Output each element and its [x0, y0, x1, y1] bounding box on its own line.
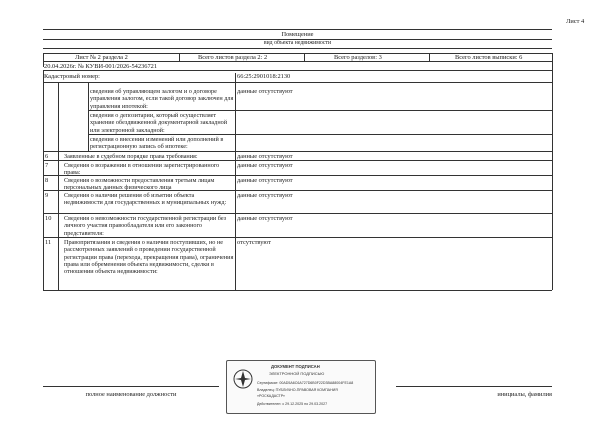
- row-text-11: Правопритязания и сведения о наличии поступивших, но не рассмотренных заявлений о проведении государственной регистрации права (перехода, прекращения права), ограничения права или обременения объекта недвижимости, сделки в отношении объекта недвижимости:: [64, 239, 234, 276]
- position-label: полное наименование должности: [85, 391, 177, 398]
- stamp-certificate: Сертификат: 00AD5A6C6A727D6B0F22D3BA88004FE1A8: [257, 381, 354, 385]
- sub-row-text-1: сведения об управляющем залогом и о договоре управления залогом, если такой договор заключен для управления ипотекой:: [90, 88, 234, 110]
- row-text-7: Сведения о возражении в отношении зарегистрированного права:: [64, 162, 220, 177]
- stamp-owner: Владелец: ПУБЛИЧНО-ПРАВОВАЯ КОМПАНИЯ: [257, 388, 338, 392]
- object-type-title: Помещение: [281, 31, 314, 38]
- row-value-9: данные отсутствуют: [237, 192, 293, 199]
- sub-row-value-1: данные отсутствуют: [237, 88, 293, 95]
- row-value-6: данные отсутствуют: [237, 153, 293, 160]
- stamp-owner-name: «РОСКАДАСТР»: [257, 394, 285, 398]
- row-num-11: 11: [45, 239, 52, 246]
- electronic-signature-stamp: [226, 360, 376, 414]
- name-label: инициалы, фамилия: [497, 391, 552, 398]
- row-num-6: 6: [45, 153, 49, 160]
- rosreestr-emblem-icon: [233, 369, 253, 389]
- row-num-7: 7: [45, 162, 49, 169]
- stamp-title: ДОКУМЕНТ ПОДПИСАН: [271, 364, 320, 369]
- row-value-8: данные отсутствуют: [237, 177, 293, 184]
- row-num-8: 8: [45, 177, 49, 184]
- row-text-6: Заявленные в судебном порядке права требования:: [64, 153, 198, 160]
- row-num-10: 10: [45, 215, 52, 222]
- row-num-9: 9: [45, 192, 49, 199]
- date-number: 20.04.2026г. № КУВИ-001/2026-54236721: [44, 63, 158, 70]
- row-value-10: данные отсутствуют: [237, 215, 293, 222]
- stamp-subtitle: ЭЛЕКТРОННОЙ ПОДПИСЬЮ: [269, 371, 325, 376]
- stamp-validity: Действителен: с 29.12.2025 по 29.03.2027: [257, 402, 328, 406]
- object-type-subtitle: вид объекта недвижимости: [263, 40, 332, 46]
- cadastral-label: Кадастровый номер:: [44, 73, 100, 80]
- row-text-9: Сведения о наличии решения об изъятии объекта недвижимости для государственных и муниципальных нужд:: [64, 192, 227, 207]
- sheet-label: Лист 4: [566, 18, 585, 25]
- sheets-in-section: Всего листов раздела 2: 2: [198, 54, 268, 61]
- sections-total: Всего разделов: 3: [334, 54, 382, 61]
- cadastral-number: 66:25:2901018:2130: [237, 73, 291, 80]
- row-value-7: данные отсутствуют: [237, 162, 293, 169]
- sheets-in-extract: Всего листов выписки: 6: [455, 54, 523, 61]
- sheet-section: Лист № 2 раздела 2: [75, 54, 128, 61]
- row-value-11: отсутствуют: [237, 239, 271, 246]
- sub-row-text-2: сведения о депозитарии, который осуществляет хранение обездвиженной документарной закладной или электронной закладной:: [90, 112, 228, 134]
- sub-row-text-3: сведения о внесении изменений или дополнений в регистрационную запись об ипотеке:: [90, 136, 224, 151]
- row-text-8: Сведения о возможности предоставления третьим лицам персональных данных физического лица: [64, 177, 215, 192]
- row-text-10: Сведения о невозможности государственной регистрации без личного участия правообладателя или его законного представителя:: [64, 215, 227, 237]
